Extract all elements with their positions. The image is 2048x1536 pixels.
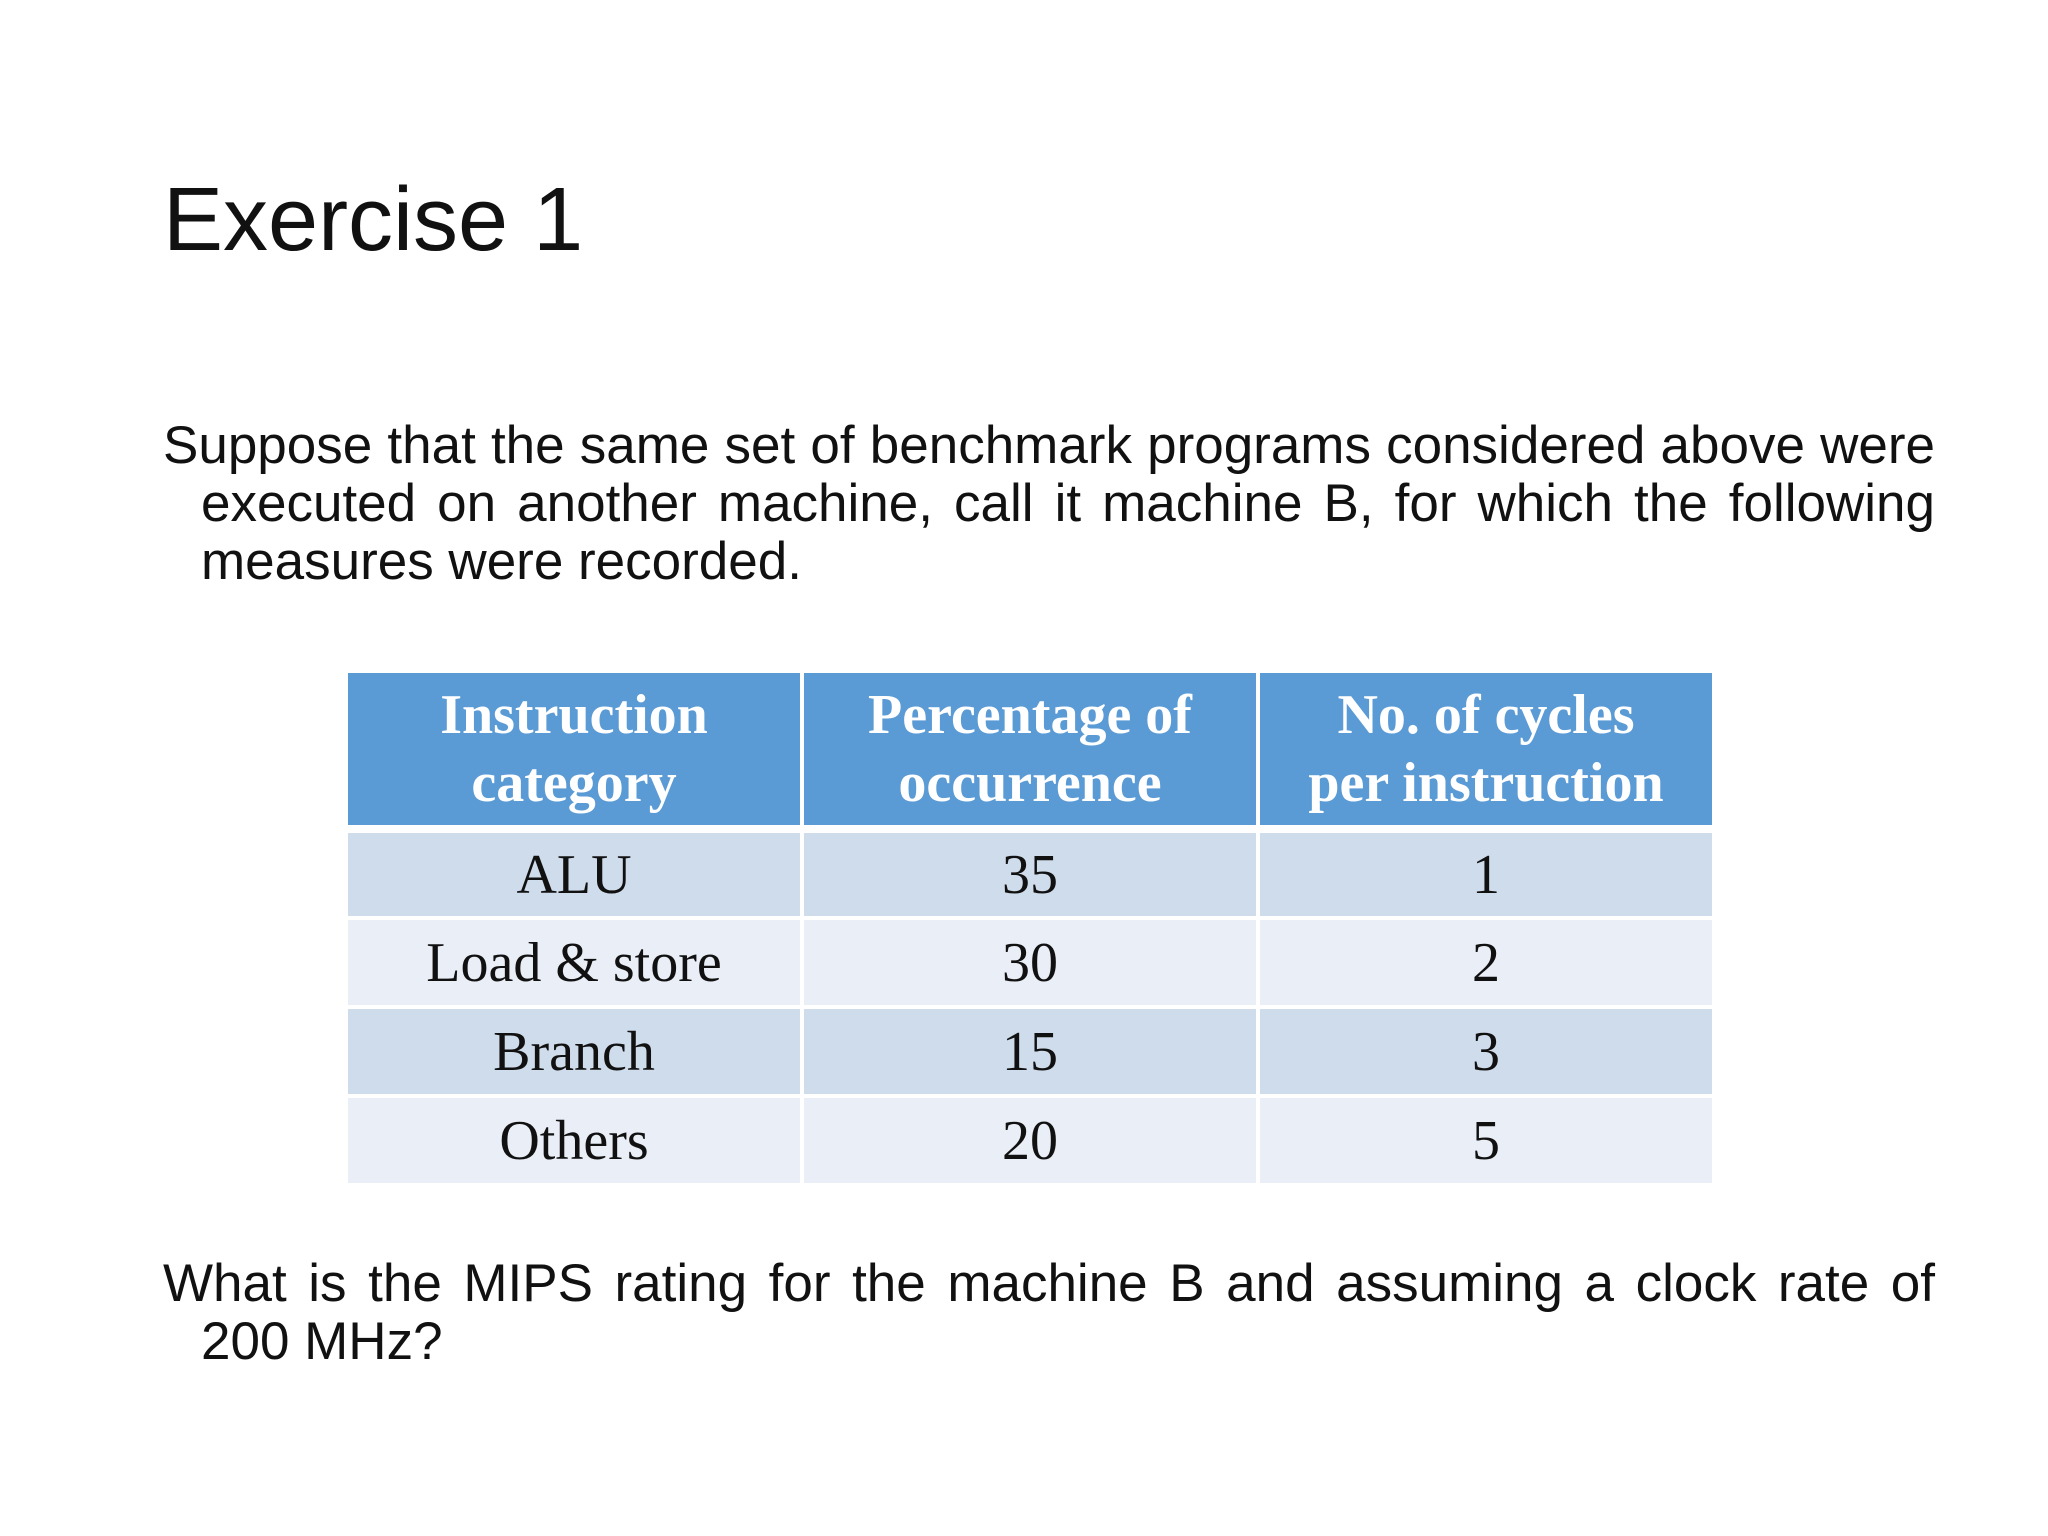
table-cell-percentage: 35 xyxy=(802,829,1258,918)
table-row xyxy=(346,918,1714,1007)
table-cell-percentage: 20 xyxy=(802,1096,1258,1185)
slide-title: Exercise 1 xyxy=(163,170,584,270)
table-cell-cycles: 3 xyxy=(1258,1007,1714,1096)
header-line: per instruction xyxy=(1308,752,1664,814)
table-header-row xyxy=(346,671,1714,829)
question-paragraph: What is the MIPS rating for the machine B and assuming a clock rate of 200 MHz? xyxy=(163,1254,1935,1371)
table-cell-category: Others xyxy=(346,1096,802,1185)
header-cycles xyxy=(1258,671,1714,829)
intro-paragraph: Suppose that the same set of benchmark programs considered above were executed on another machine, call it machine B, for which the following measures were recorded. xyxy=(163,416,1935,591)
table-cell-cycles: 1 xyxy=(1258,829,1714,918)
header-line: Percentage of xyxy=(868,684,1192,746)
table-cell-percentage: 15 xyxy=(802,1007,1258,1096)
header-line: Instruction xyxy=(440,684,708,746)
table-cell-category: Load & store xyxy=(346,918,802,1007)
table-row xyxy=(346,1007,1714,1096)
header-line: category xyxy=(471,752,677,814)
table-cell-cycles: 2 xyxy=(1258,918,1714,1007)
table-cell-percentage: 30 xyxy=(802,918,1258,1007)
table-cell-category: ALU xyxy=(346,829,802,918)
instruction-table xyxy=(344,669,1716,1187)
table-row xyxy=(346,1096,1714,1185)
table-cell-category: Branch xyxy=(346,1007,802,1096)
header-line: No. of cycles xyxy=(1337,684,1635,746)
header-instruction-category xyxy=(346,671,802,829)
header-percentage xyxy=(802,671,1258,829)
table-cell-cycles: 5 xyxy=(1258,1096,1714,1185)
header-line: occurrence xyxy=(898,752,1162,814)
table-row xyxy=(346,829,1714,918)
